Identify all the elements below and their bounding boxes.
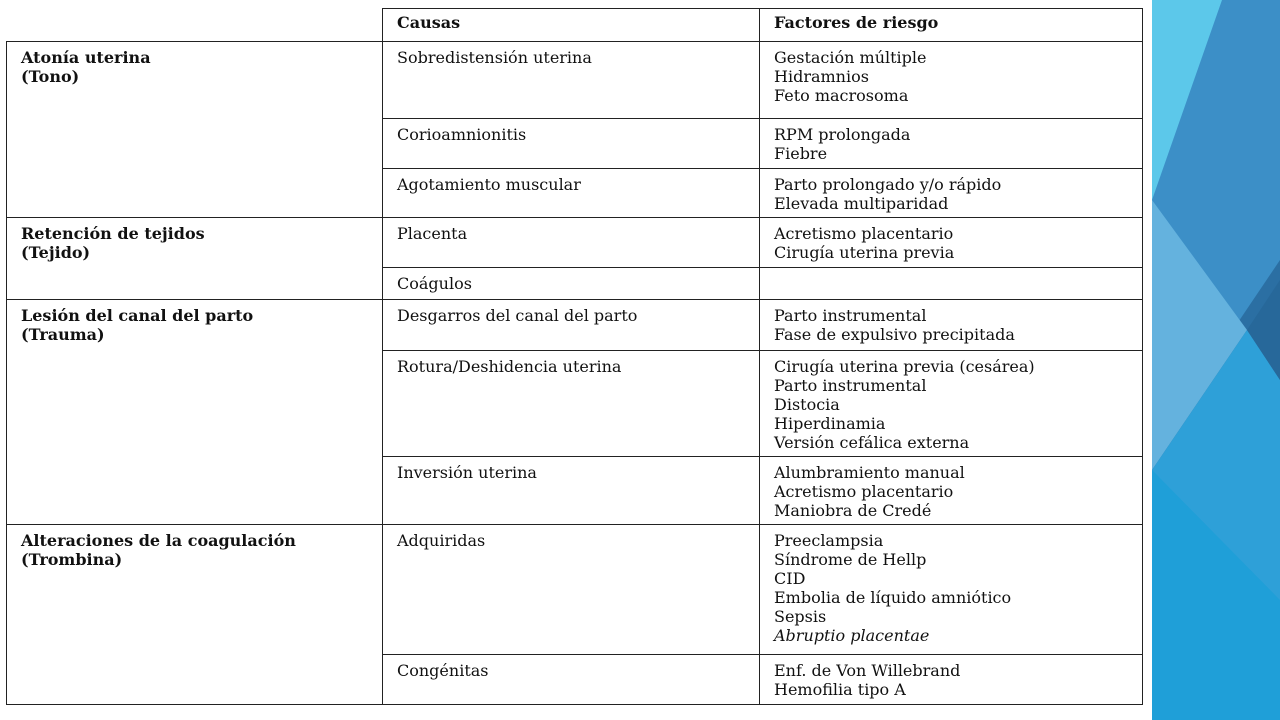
header-row (7, 9, 1143, 42)
risk-factors-cell (760, 268, 1143, 300)
header-empty-cell (7, 9, 383, 42)
category-cell (7, 525, 383, 705)
risk-factor-line: Maniobra de Credé (774, 501, 932, 520)
cause-cell: Desgarros del canal del parto (383, 300, 760, 351)
table-body (7, 9, 1143, 705)
cause-cell: Congénitas (383, 655, 760, 705)
cause-cell: Agotamiento muscular (383, 169, 760, 218)
risk-factor-line: Fiebre (774, 144, 828, 163)
header-factores: Factores de riesgo (760, 9, 1143, 42)
risk-factors-cell (760, 42, 1143, 119)
category-name: Atonía uterina (21, 48, 151, 67)
category-name: Lesión del canal del parto (21, 306, 254, 325)
risk-factor-line: Preeclampsia (774, 531, 884, 550)
table-row (7, 525, 1143, 655)
risk-factor-line: Parto prolongado y/o rápido (774, 175, 1002, 194)
table-row (7, 218, 1143, 268)
risk-factor-line: Embolia de líquido amniótico (774, 588, 1012, 607)
risk-factor-line: Acretismo placentario (774, 224, 954, 243)
category-name: Retención de tejidos (21, 224, 205, 243)
risk-factor-line: Cirugía uterina previa (cesárea) (774, 357, 1035, 376)
risk-factor-line: Acretismo placentario (774, 482, 954, 501)
cause-cell: Placenta (383, 218, 760, 268)
risk-factors-cell (760, 300, 1143, 351)
risk-factors-cell (760, 457, 1143, 525)
category-subtitle: (Trauma) (21, 325, 105, 344)
category-subtitle: (Tejido) (21, 243, 91, 262)
risk-factor-line: Síndrome de Hellp (774, 550, 927, 569)
risk-factor-line: Alumbramiento manual (774, 463, 965, 482)
cause-cell: Sobredistensión uterina (383, 42, 760, 119)
risk-factor-line: Abruptio placentae (774, 626, 930, 645)
cause-cell: Corioamnionitis (383, 119, 760, 169)
risk-factor-line: Sepsis (774, 607, 827, 626)
category-subtitle: (Trombina) (21, 550, 123, 569)
risk-factor-line: Distocia (774, 395, 840, 414)
category-cell (7, 218, 383, 300)
risk-factors-cell (760, 119, 1143, 169)
category-cell (7, 300, 383, 525)
risk-factor-line: Gestación múltiple (774, 48, 927, 67)
category-name: Alteraciones de la coagulación (21, 531, 296, 550)
risk-factor-line: Parto instrumental (774, 306, 927, 325)
risk-factors-cell (760, 525, 1143, 655)
header-causas: Causas (383, 9, 760, 42)
risk-factors-cell (760, 351, 1143, 457)
category-subtitle: (Tono) (21, 67, 80, 86)
risk-factor-line: RPM prolongada (774, 125, 911, 144)
risk-factor-line: Versión cefálica externa (774, 433, 970, 452)
risk-factors-cell (760, 655, 1143, 705)
cause-cell: Inversión uterina (383, 457, 760, 525)
category-cell (7, 42, 383, 218)
pph-causes-table (6, 8, 1143, 705)
risk-factor-line: Enf. de Von Willebrand (774, 661, 961, 680)
risk-factor-line: Hiperdinamia (774, 414, 886, 433)
table-row (7, 300, 1143, 351)
risk-factor-line: CID (774, 569, 806, 588)
cause-cell: Coágulos (383, 268, 760, 300)
risk-factors-cell (760, 169, 1143, 218)
table-row (7, 42, 1143, 119)
risk-factor-line: Fase de expulsivo precipitada (774, 325, 1015, 344)
risk-factor-line: Elevada multiparidad (774, 194, 949, 213)
risk-factor-line: Cirugía uterina previa (774, 243, 955, 262)
risk-factor-line: Hidramnios (774, 67, 869, 86)
risk-factor-line: Parto instrumental (774, 376, 927, 395)
cause-cell: Rotura/Deshidencia uterina (383, 351, 760, 457)
risk-factors-cell (760, 218, 1143, 268)
risk-factor-line: Feto macrosoma (774, 86, 909, 105)
cause-cell: Adquiridas (383, 525, 760, 655)
decorative-side-panel (1152, 0, 1280, 720)
risk-factor-line: Hemofilia tipo A (774, 680, 906, 699)
